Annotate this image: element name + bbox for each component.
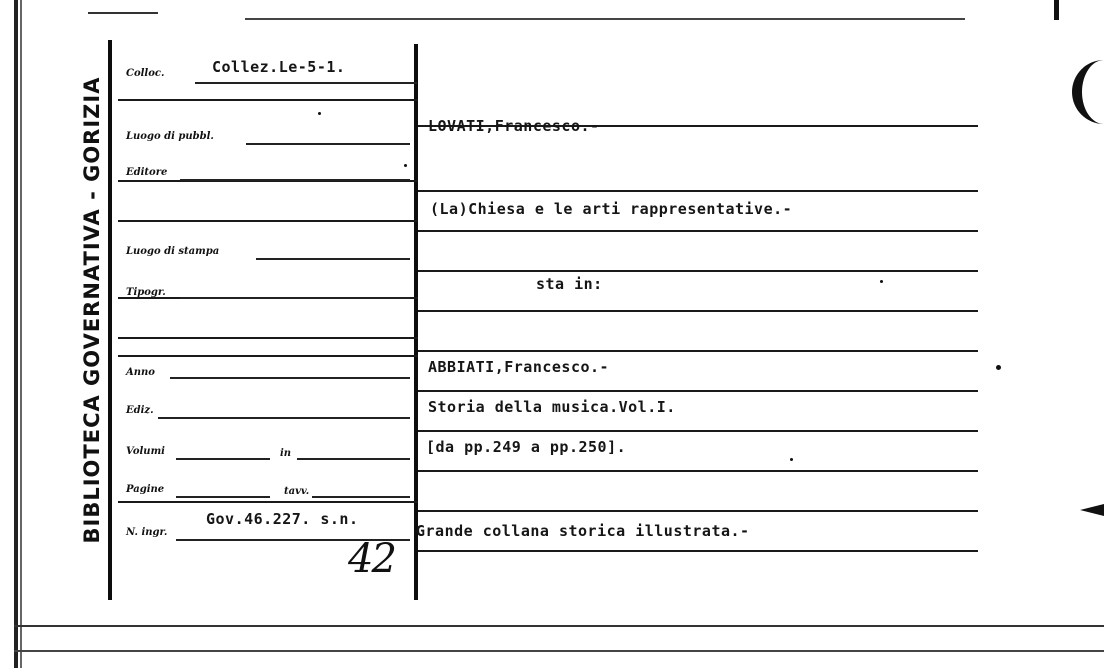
field-line xyxy=(170,377,410,379)
ink-speck xyxy=(996,365,1001,370)
ink-speck xyxy=(880,280,883,283)
right-rule xyxy=(418,550,978,552)
field-line xyxy=(246,143,410,145)
left-rule xyxy=(118,355,418,357)
field-line xyxy=(297,458,410,460)
label-ediz: Ediz. xyxy=(126,405,154,416)
ink-speck xyxy=(790,458,793,461)
entry-host-title: Storia della musica.Vol.I. xyxy=(428,398,676,416)
handwritten-number: 42 xyxy=(348,536,395,582)
label-tipogr: Tipogr. xyxy=(126,287,166,298)
field-line xyxy=(158,417,410,419)
card-bottom-edge xyxy=(14,625,1104,627)
field-line xyxy=(180,297,410,299)
label-anno: Anno xyxy=(126,367,155,378)
entry-title: (La)Chiesa e le arti rappresentative.- xyxy=(430,200,793,218)
left-rule xyxy=(118,99,418,101)
label-pagine: Pagine xyxy=(126,484,165,495)
label-volumi: Volumi xyxy=(126,446,165,457)
binder-hole-mark xyxy=(1072,60,1104,124)
label-collocazione: Colloc. xyxy=(126,68,165,79)
label-luogo-stampa: Luogo di stampa xyxy=(126,246,220,257)
library-stamp: BIBLIOTECA GOVERNATIVA - GORIZIA xyxy=(80,76,104,544)
label-tavole: tavv. xyxy=(284,486,310,497)
label-in: in xyxy=(280,448,292,459)
field-line xyxy=(195,82,417,84)
left-rule xyxy=(118,501,418,503)
right-rule xyxy=(418,310,978,312)
right-rule xyxy=(418,270,978,272)
label-n-ingr: N. ingr. xyxy=(126,527,168,538)
right-rule xyxy=(418,470,978,472)
field-line xyxy=(312,496,410,498)
card-right-mark xyxy=(1054,0,1059,20)
entry-series: Grande collana storica illustrata.- xyxy=(416,522,750,540)
field-line xyxy=(256,258,410,260)
card-left-edge-inner xyxy=(20,0,22,668)
field-line xyxy=(176,496,270,498)
left-vertical-rule xyxy=(108,40,112,600)
left-rule xyxy=(118,220,418,222)
center-vertical-rule xyxy=(414,44,418,600)
field-line xyxy=(176,458,270,460)
right-rule xyxy=(418,190,978,192)
label-luogo-pubbl: Luogo di pubbl. xyxy=(126,131,214,142)
ingresso-value: Gov.46.227. s.n. xyxy=(206,510,359,528)
right-rule xyxy=(418,430,978,432)
right-rule xyxy=(418,230,978,232)
field-line xyxy=(180,179,410,181)
right-rule xyxy=(418,390,978,392)
label-editore: Editore xyxy=(126,167,168,178)
entry-pages: [da pp.249 a pp.250]. xyxy=(426,438,627,456)
ink-speck xyxy=(404,164,407,167)
left-rule xyxy=(118,337,418,339)
entry-author: LOVATI,Francesco.- xyxy=(428,117,600,135)
card-top-line xyxy=(245,18,965,20)
entry-contained-in: sta in: xyxy=(536,275,603,293)
right-rule xyxy=(418,350,978,352)
entry-host-author: ABBIATI,Francesco.- xyxy=(428,358,610,376)
ink-speck xyxy=(318,112,321,115)
card-left-edge xyxy=(14,0,18,668)
card-bottom-edge-2 xyxy=(14,650,1104,652)
card-top-dash xyxy=(88,12,158,14)
binder-clip-mark xyxy=(1080,504,1104,516)
right-rule xyxy=(418,510,978,512)
collocation-value: Collez.Le-5-1. xyxy=(212,58,346,76)
